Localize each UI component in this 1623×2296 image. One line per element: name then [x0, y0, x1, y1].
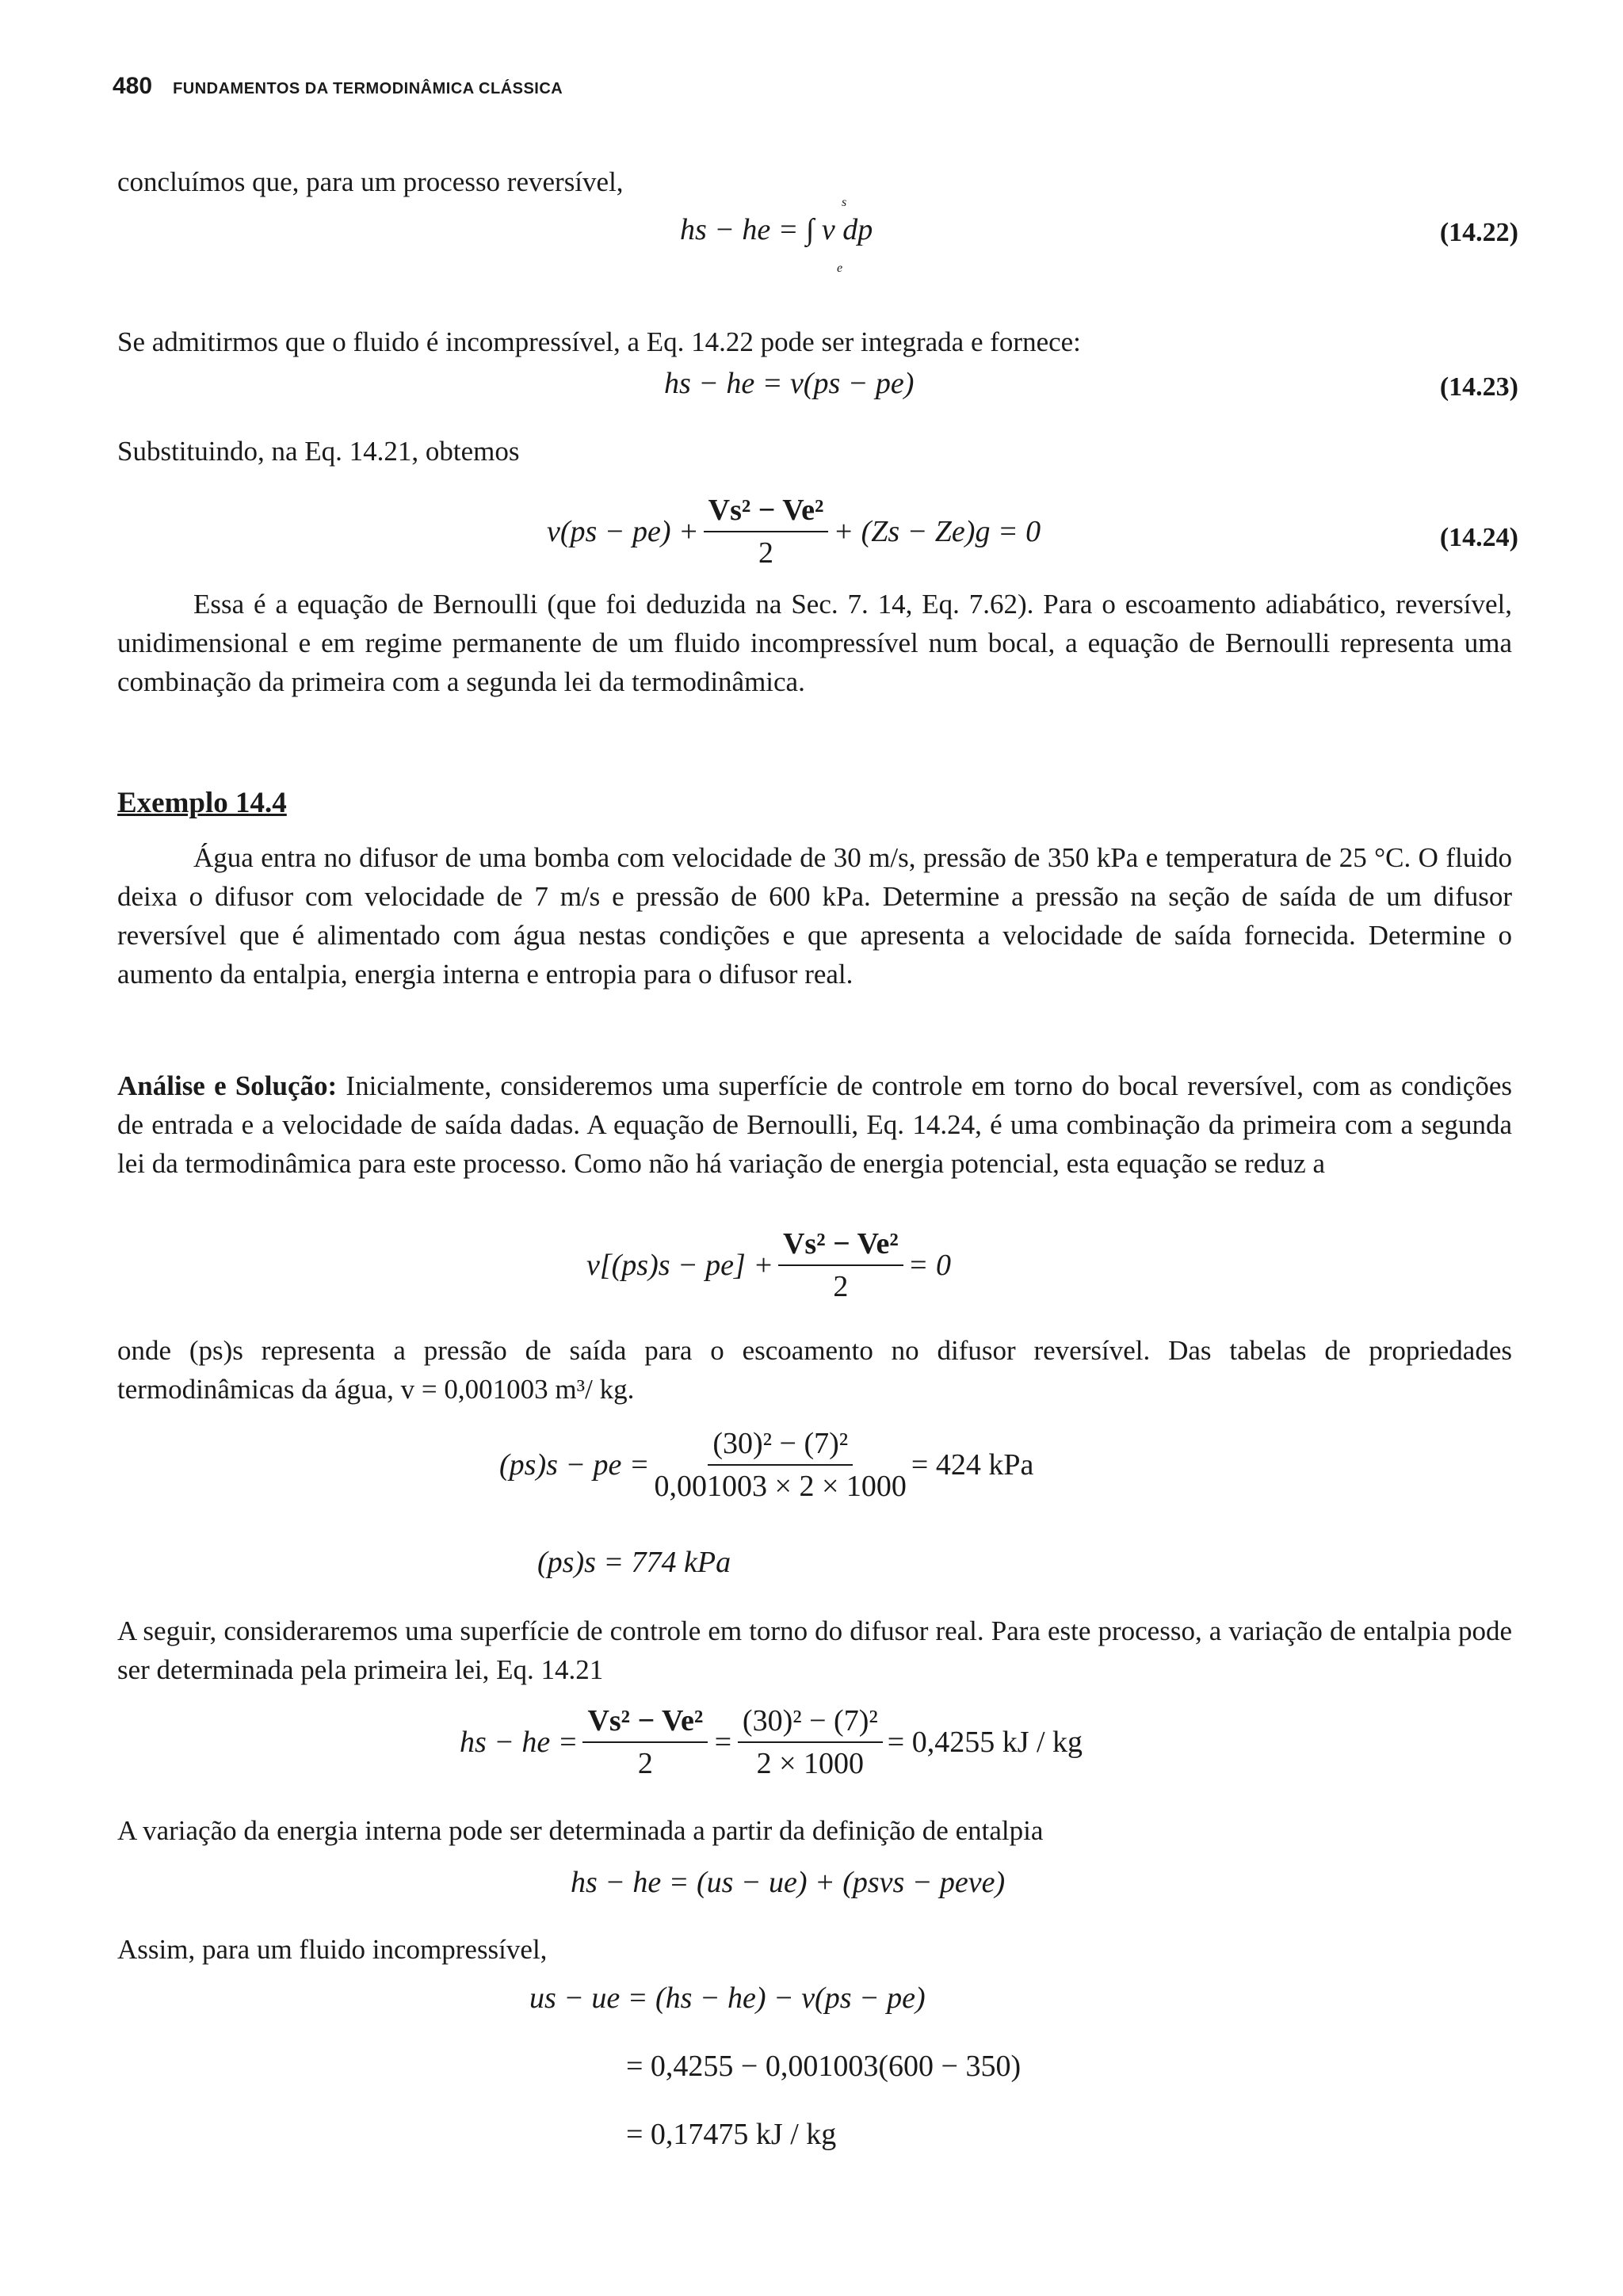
text-substituting: Substituindo, na Eq. 14.21, obtemos [117, 436, 520, 467]
equation-internal-energy-3-expr: = 0,17475 kJ / kg [626, 2118, 837, 2151]
equation-reduced-bernoulli [586, 1226, 951, 1304]
equation-number-14-22: (14.22) [1439, 218, 1518, 247]
equation-pressure-fraction [655, 1426, 907, 1504]
integral-upper-limit: s [842, 196, 847, 209]
text-incompressible: Se admitirmos que o fluido é incompressível, a Eq. 14.22 pode ser integrada e fornece: [117, 326, 1081, 357]
fraction-denominator: 2 × 1000 [756, 1747, 865, 1780]
analysis-lead: Análise e Solução: [117, 1070, 338, 1101]
equation-reduced-right: = 0 [907, 1249, 951, 1282]
text-internal-energy: A variação da energia interna pode ser determinada a partir da definição de entalpia [117, 1815, 1044, 1846]
equation-number-14-23: (14.23) [1439, 372, 1518, 402]
equation-pressure-result-expr: (ps)s = 774 kPa [537, 1546, 731, 1579]
equation-reduced-fraction [778, 1226, 903, 1304]
running-head: FUNDAMENTOS DA TERMODINÂMICA CLÁSSICA [173, 80, 563, 97]
equation-reduced-left: v[(ps)s − pe] + [586, 1249, 773, 1282]
intro-line: concluímos que, para um processo reversível, [117, 166, 624, 197]
example-statement: Água entra no difusor de uma bomba com velocidade de 30 m/s, pressão de 350 kPa e temperatura de 25 °C. O fluido deixa o difusor com velocidade de 7 m/s e pressão de 600 kPa. Determine a pressão na seção de saída de um difusor reversível que é alimentado com água nestas condições e que apresenta a velocidade de saída fornecida. Determine o aumento da entalpia, energia interna e entropia para o difusor real. [117, 842, 1512, 990]
equation-14-22-expr: hs − he = ∫ v dp [680, 213, 873, 246]
equation-pressure-left: (ps)s − pe = [499, 1448, 650, 1482]
paragraph-bernoulli: Essa é a equação de Bernoulli (que foi deduzida na Sec. 7. 14, Eq. 7.62). Para o escoamento adiabático, reversível, unidimensional e em regime permanente de um fluido incompressível num bocal, a equação de Bernoulli representa uma combinação da primeira com a segunda lei da termodinâmica. [117, 589, 1512, 697]
text-real-diffuser: A seguir, consideraremos uma superfície de controle em torno do difusor real. Para este processo, a variação de entalpia pode ser determinada pela primeira lei, Eq. 14.21 [117, 1615, 1512, 1685]
analysis-text: Inicialmente, consideremos uma superfície de controle em torno do bocal reversível, com as condições de entrada e a velocidade de saída dadas. A equação de Bernoulli, Eq. 14.24, é uma combinação da primeira com a segunda lei da termodinâmica para este processo. Como não há variação de energia potencial, esta equação se reduz a [117, 1070, 1512, 1179]
fraction-denominator: 2 [637, 1747, 653, 1780]
analysis-paragraph [117, 1066, 1512, 1183]
equation-14-23 [664, 366, 914, 401]
equation-14-24-right: + (Zs − Ze)g = 0 [833, 515, 1041, 548]
fraction-denominator: 0,001003 × 2 × 1000 [654, 1470, 907, 1503]
fraction-numerator: Vs² − Ve² [582, 1703, 708, 1743]
equation-pressure-result [537, 1545, 731, 1580]
equation-enthalpy-definition-expr: hs − he = (us − ue) + (psvs − peve) [571, 1866, 1006, 1899]
equation-14-24-fraction [704, 493, 829, 570]
fraction-denominator: 2 [833, 1270, 849, 1303]
equation-pressure-right: = 424 kPa [911, 1448, 1034, 1482]
equation-14-22 [680, 212, 873, 247]
integral-lower-limit: e [837, 261, 843, 275]
equation-enthalpy-left: hs − he = [460, 1726, 579, 1759]
equation-enthalpy-fraction-1 [582, 1703, 708, 1781]
fraction-numerator: Vs² − Ve² [704, 493, 829, 532]
equation-enthalpy-equals: = [712, 1726, 733, 1759]
text-thus: Assim, para um fluido incompressível, [117, 1934, 548, 1965]
equation-14-23-expr: hs − he = v(ps − pe) [664, 367, 915, 400]
equation-enthalpy-right: = 0,4255 kJ / kg [887, 1726, 1083, 1759]
fraction-numerator: (30)² − (7)² [708, 1426, 853, 1466]
fraction-denominator: 2 [758, 536, 774, 570]
equation-internal-energy-3 [626, 2117, 836, 2152]
equation-internal-energy-2 [626, 2049, 1021, 2084]
page-header [113, 73, 563, 100]
fraction-numerator: (30)² − (7)² [738, 1703, 883, 1743]
text-onde: onde (ps)s representa a pressão de saída para o escoamento no difusor reversível. Das tabelas de propriedades termodinâmicas da água, v = 0,001003 m³/ kg. [117, 1335, 1512, 1405]
equation-number-14-24: (14.24) [1439, 523, 1518, 552]
equation-internal-energy-1 [529, 1981, 926, 2016]
example-title: Exemplo 14.4 [117, 787, 287, 819]
equation-pressure-difference [499, 1426, 1033, 1504]
equation-14-24-left: v(ps − pe) + [547, 515, 699, 548]
fraction-numerator: Vs² − Ve² [778, 1226, 903, 1266]
equation-enthalpy-definition [571, 1865, 1005, 1900]
equation-14-24 [547, 493, 1041, 570]
page-number: 480 [113, 73, 153, 99]
equation-internal-energy-2-expr: = 0,4255 − 0,001003(600 − 350) [626, 2050, 1022, 2083]
equation-internal-energy-1-expr: us − ue = (hs − he) − v(ps − pe) [529, 1981, 926, 2015]
equation-enthalpy-change [460, 1703, 1083, 1781]
equation-enthalpy-fraction-2 [738, 1703, 883, 1781]
